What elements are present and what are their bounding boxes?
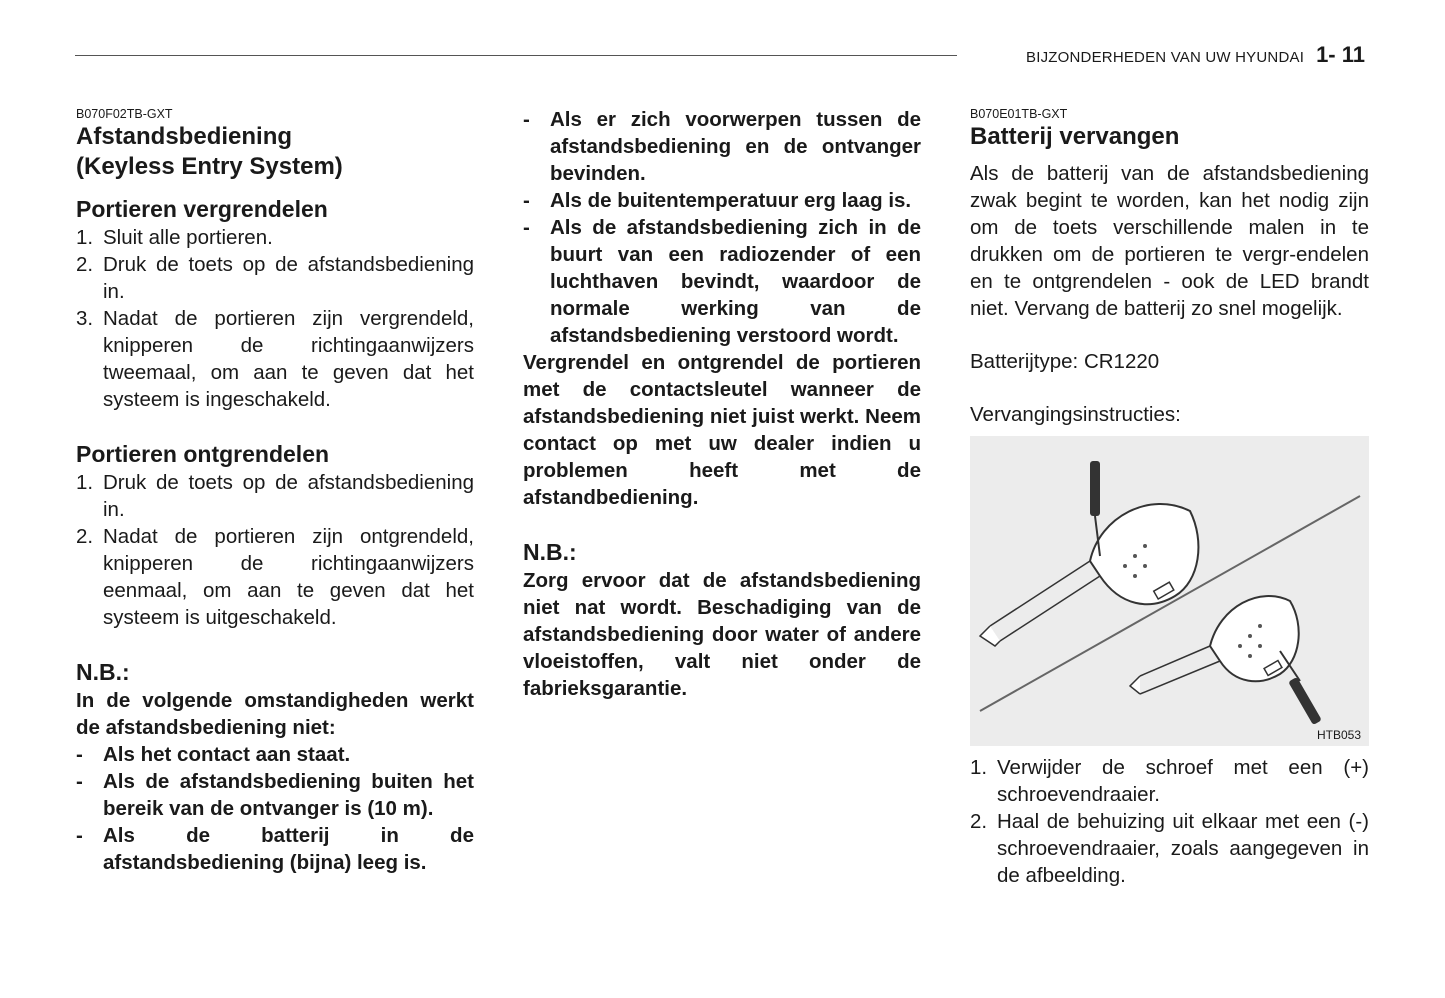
section-title — [76, 122, 474, 182]
unlock-heading: Portieren ontgrendelen — [76, 441, 330, 467]
note-intro: In de volgende omstandigheden werkt de afstandsbediening niet: — [76, 689, 474, 739]
remote-key-drawing — [970, 436, 1369, 746]
replacement-steps — [970, 754, 1369, 889]
list-item: - Als er zich voorwerpen tussen de afstandsbediening en de ontvanger bevinden. — [523, 108, 921, 185]
list-item: - Als de buitentemperatuur erg laag is. — [523, 189, 912, 212]
list-item: - Als het contact aan staat. — [76, 743, 351, 766]
note-heading: N.B.: — [76, 659, 130, 685]
battery-type: Batterijtype: CR1220 — [970, 350, 1160, 373]
figure-label: HTB053 — [1316, 728, 1361, 742]
list-item: - Als de batterij in de afstandsbediening (bijna) leeg is. — [76, 824, 474, 874]
page-number: 1- 11 — [1316, 42, 1365, 67]
column-right — [970, 106, 1369, 889]
section-title: Batterij vervangen — [970, 123, 1180, 150]
list-item: 1. Druk de toets op de afstandsbediening in. — [76, 471, 474, 521]
list-item: 1. Sluit alle portieren. — [76, 226, 273, 249]
unlock-steps — [76, 469, 474, 631]
note-conditions-continued — [523, 106, 921, 349]
column-left — [76, 106, 474, 876]
title-line-1: Afstandsbediening — [76, 123, 293, 150]
instructions-label: Vervangingsinstructies: — [970, 403, 1181, 426]
header-title: BIJZONDERHEDEN VAN UW HYUNDAI — [1026, 49, 1305, 66]
lock-steps — [76, 224, 474, 413]
list-item: - Als de afstandsbediening buiten het bereik van de ontvanger is (10 m). — [76, 770, 474, 820]
header-rule — [75, 55, 957, 56]
water-warning: Zorg ervoor dat de afstandsbediening niet nat wordt. Beschadiging van de afstandsbediening door water of andere vloeistoffen, valt niet onder de fabrieksgarantie. — [523, 569, 921, 700]
fallback-paragraph: Vergrendel en ontgrendel de portieren met de contactsleutel wanneer de afstandsbediening niet juist werkt. Neem contact op met uw dealer indien u problemen heeft met de afstandbediening. — [523, 351, 921, 509]
list-item: 2. Nadat de portieren zijn ontgrendeld, knipperen de richtingaanwijzers eenmaal, om aan te geven dat het systeem is uitgeschakeld. — [76, 525, 474, 629]
note-heading: N.B.: — [523, 539, 577, 565]
note-conditions — [76, 741, 474, 876]
list-item: - Als de afstandsbediening zich in de buurt van een radiozender of een luchthaven bevindt, waardoor de normale werking van de afstandsbediening verstoord wordt. — [523, 216, 921, 347]
list-item: 3. Nadat de portieren zijn vergrendeld, knipperen de richtingaanwijzers tweemaal, om aan te geven dat het systeem is ingeschakeld. — [76, 307, 474, 411]
key-illustration — [970, 436, 1369, 746]
list-item: 2. Druk de toets op de afstandsbediening in. — [76, 253, 474, 303]
battery-intro: Als de batterij van de afstandsbediening zwak begint te worden, kan het nodig zijn om de toets verschillende malen in te drukken om de portieren te vergr-endelen en te ontgrendelen - ook de LED brandt niet. Vervang de batterij zo snel mogelijk. — [970, 162, 1369, 320]
list-item: 1. Verwijder de schroef met een (+) schroevendraaier. — [970, 756, 1369, 806]
column-middle — [523, 106, 921, 702]
title-line-2: (Keyless Entry System) — [76, 153, 343, 180]
section-code: B070F02TB-GXT — [76, 107, 173, 121]
lock-heading: Portieren vergrendelen — [76, 196, 328, 222]
section-code: B070E01TB-GXT — [970, 107, 1068, 121]
running-header — [1026, 42, 1365, 68]
list-item: 2. Haal de behuizing uit elkaar met een (-) schroevendraaier, zoals aangegeven in de afbeelding. — [970, 810, 1369, 887]
